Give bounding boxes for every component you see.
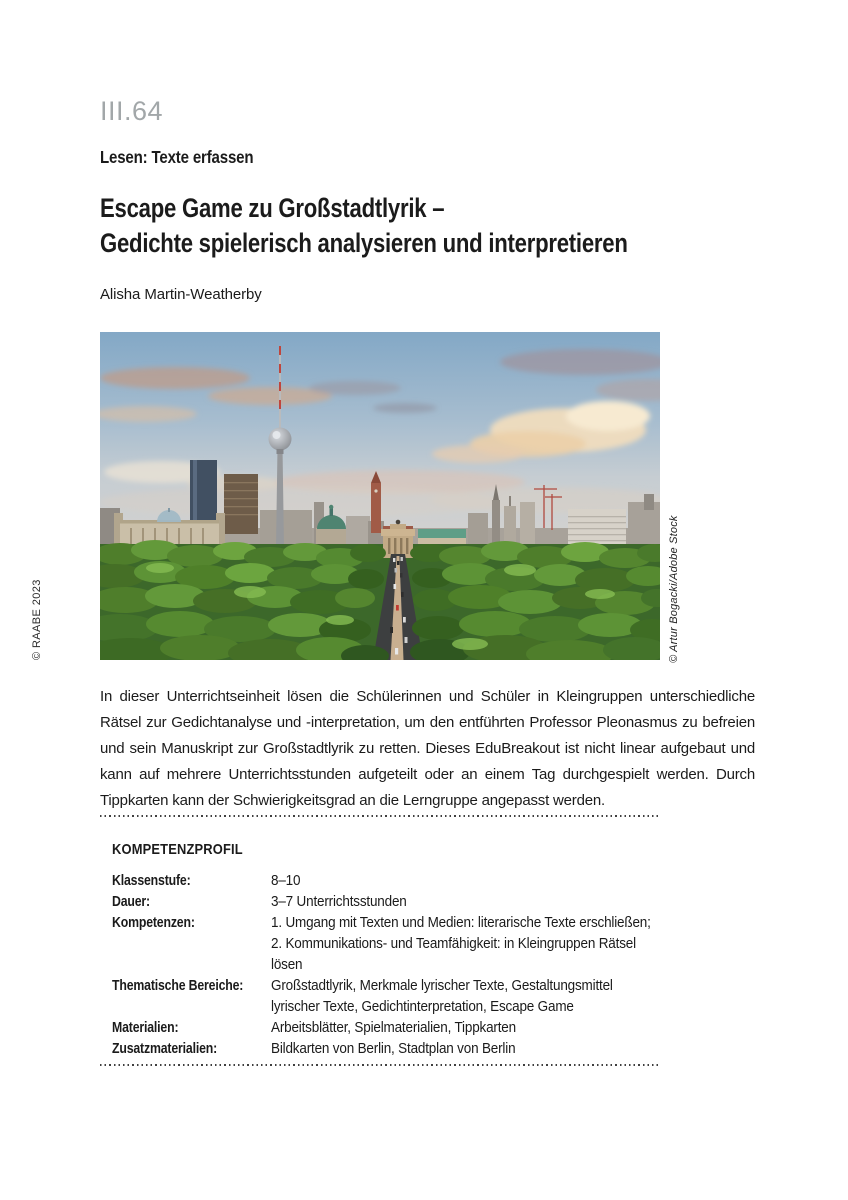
photo-credit: © Artur Bogacki/Adobe Stock <box>668 515 680 663</box>
profile-row-label: Zusatzmaterialien: <box>112 1040 218 1057</box>
competence-profile-table <box>112 870 758 1059</box>
competence-profile-heading: KOMPETENZPROFIL <box>112 841 243 858</box>
dotted-divider-bottom <box>100 1064 658 1066</box>
title-line-1: Escape Game zu Großstadtlyrik – <box>100 193 445 223</box>
berlin-skyline-illustration <box>100 332 660 660</box>
profile-row-label: Kompetenzen: <box>112 914 195 931</box>
profile-row-label: Thematische Bereiche: <box>112 977 244 994</box>
unit-number: III.64 <box>100 96 164 126</box>
profile-row-value: Großstadtlyrik, Merkmale lyrischer Texte, Gestaltungsmittel lyrischer Texte, Gedichtinterpretation, Escape Game <box>271 977 613 1015</box>
profile-row-value: 8–10 <box>271 872 301 889</box>
page-title <box>100 191 628 261</box>
intro-paragraph: In dieser Unterrichtseinheit lösen die Schülerinnen und Schüler in Kleingruppen unterschiedliche Rätsel zur Gedichtanalyse und -interpretation, um den entführten Professor Pleonasmus zu befreien und sein Manuskript zur Großstadtlyrik zu retten. Dieses EduBreakout ist nicht linear aufgebaut und kann auf mehrere Unterrichtsstunden aufgeteilt oder an einem Tag durchgespielt werden. Durch Tippkarten kann der Schwierigkeitsgrad an die Lerngruppe angepasst werden. <box>100 688 755 809</box>
profile-row-label: Klassenstufe: <box>112 872 191 889</box>
profile-row-value: 3–7 Unterrichtsstunden <box>271 893 407 910</box>
profile-row-label: Materialien: <box>112 1019 179 1036</box>
category-heading: Lesen: Texte erfassen <box>100 147 254 167</box>
competence-profile <box>112 839 758 1059</box>
profile-row-value: Arbeitsblätter, Spielmaterialien, Tippkarten <box>271 1019 516 1036</box>
author-name: Alisha Martin-Weatherby <box>100 286 262 303</box>
profile-row-value: Bildkarten von Berlin, Stadtplan von Berlin <box>271 1040 516 1057</box>
publisher-copyright: © RAABE 2023 <box>31 579 43 660</box>
profile-row-value: 1. Umgang mit Texten und Medien: literarische Texte erschließen; 2. Kommunikations- und Teamfähigkeit: in Kleingruppen Rätsel lösen <box>271 914 651 973</box>
title-line-2: Gedichte spielerisch analysieren und interpretieren <box>100 228 628 258</box>
dotted-divider-top <box>100 815 658 817</box>
profile-row-label: Dauer: <box>112 893 150 910</box>
cover-photo-berlin <box>100 332 660 660</box>
